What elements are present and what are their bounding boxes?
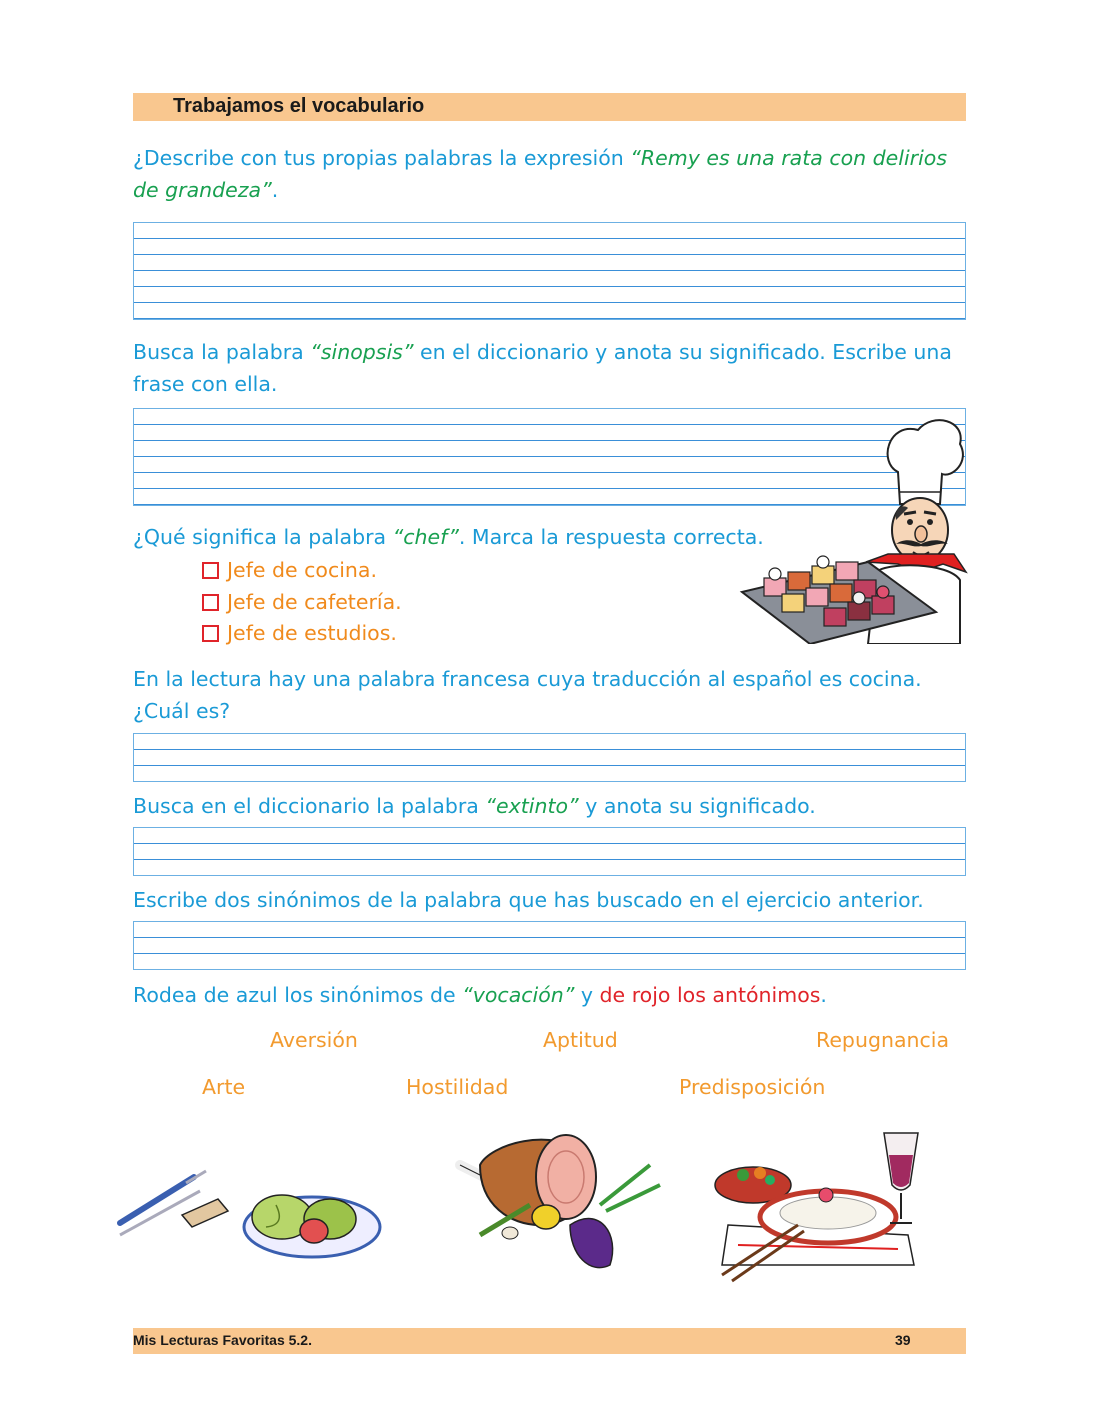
book-title: Mis Lecturas Favoritas 5.2. <box>133 1332 312 1348</box>
section-header <box>133 93 966 121</box>
question-7-end: . <box>820 983 827 1007</box>
question-2 <box>133 336 973 400</box>
checkbox-icon[interactable] <box>202 594 219 611</box>
word-aptitud[interactable]: Aptitud <box>543 1028 618 1052</box>
question-3-end: . Marca la respuesta correcta. <box>458 525 764 549</box>
checkbox-icon[interactable] <box>202 625 219 642</box>
option-1[interactable] <box>202 555 377 585</box>
question-3-text: ¿Qué significa la palabra <box>133 525 393 549</box>
answer-lines-1[interactable] <box>133 222 966 320</box>
option-3[interactable] <box>202 618 397 648</box>
answer-lines-5[interactable] <box>133 827 966 876</box>
checkbox-icon[interactable] <box>202 562 219 579</box>
word-hostilidad[interactable]: Hostilidad <box>406 1075 509 1099</box>
question-7-text: Rodea de azul los sinónimos de <box>133 983 463 1007</box>
question-1-text: ¿Describe con tus propias palabras la expresión <box>133 146 631 170</box>
question-7-quote: “vocación” <box>462 983 575 1007</box>
section-title: Trabajamos el vocabulario <box>173 95 425 117</box>
question-3 <box>133 521 833 553</box>
footer <box>133 1328 966 1354</box>
rice-dish-illustration <box>708 1125 926 1285</box>
question-1 <box>133 142 973 206</box>
question-2-end: en el diccionario y anota su significado. Escribe una frase con ella. <box>133 340 959 396</box>
word-repugnancia[interactable]: Repugnancia <box>816 1028 950 1052</box>
word-predisposicion[interactable]: Predisposición <box>679 1075 826 1099</box>
question-5-text: Busca en el diccionario la palabra <box>133 794 486 818</box>
question-3-quote: “chef” <box>392 525 459 549</box>
chef-illustration <box>738 412 970 644</box>
ham-vegetables-illustration <box>450 1125 668 1285</box>
question-5-end: y anota su significado. <box>578 794 816 818</box>
answer-lines-4[interactable] <box>133 733 966 782</box>
question-2-text: Busca la palabra <box>133 340 311 364</box>
question-1-end: . <box>271 178 279 202</box>
word-aversion[interactable]: Aversión <box>270 1028 358 1052</box>
question-7 <box>133 979 973 1011</box>
cabbage-rolls-illustration <box>116 1165 384 1265</box>
question-5 <box>133 790 973 822</box>
question-7-red-text: de rojo los antónimos <box>599 983 821 1007</box>
question-7-and: y <box>574 983 600 1007</box>
question-2-quote: “sinopsis” <box>310 340 414 364</box>
option-2[interactable] <box>202 587 402 617</box>
question-4: En la lectura hay una palabra francesa cuya traducción al español es cocina. ¿Cuál es? <box>133 667 929 723</box>
word-arte[interactable]: Arte <box>202 1075 246 1099</box>
question-5-quote: “extinto” <box>485 794 579 818</box>
option-3-label: Jefe de estudios. <box>227 621 397 645</box>
option-1-label: Jefe de cocina. <box>227 558 377 582</box>
option-2-label: Jefe de cafetería. <box>227 590 402 614</box>
page-number: 39 <box>895 1332 911 1348</box>
question-1-quote: “Remy es una rata con delirios de grandeza” <box>133 146 954 202</box>
answer-lines-6[interactable] <box>133 921 966 970</box>
question-6: Escribe dos sinónimos de la palabra que has buscado en el ejercicio anterior. <box>133 888 924 912</box>
